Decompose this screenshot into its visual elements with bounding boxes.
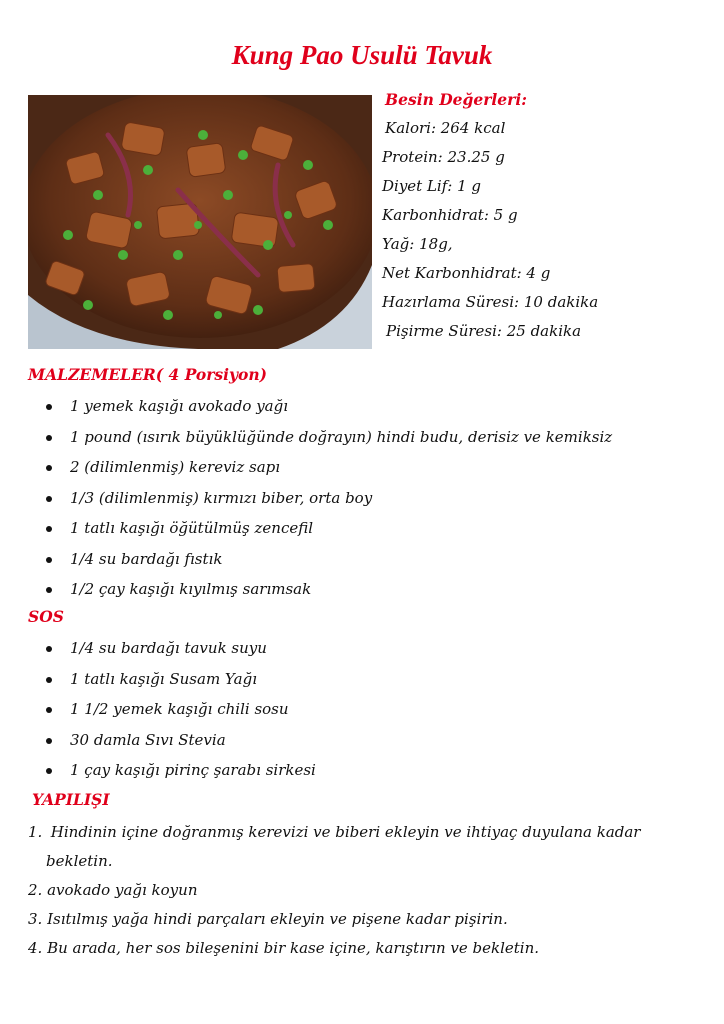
list-item: 1 tatlı kaşığı öğütülmüş zencefil [46, 518, 612, 549]
ingredients-heading: MALZEMELER( 4 Porsiyon) [28, 365, 267, 384]
step-number: 3. [28, 910, 43, 928]
list-item: 1/3 (dilimlenmiş) kırmızı biber, orta boy [46, 488, 612, 519]
sauce-heading: SOS [28, 607, 64, 626]
list-item: 1 pound (ısırık büyüklüğünde doğrayın) hindi budu, derisiz ve kemiksiz [46, 427, 612, 458]
list-item: 1 1/2 yemek kaşığı chili sosu [46, 699, 316, 730]
dish-photo-illustration [28, 95, 372, 349]
nutrition-carbs: Karbonhidrat: 5 g [382, 206, 518, 224]
list-item: 1 tatlı kaşığı Susam Yağı [46, 669, 316, 700]
step-item [28, 905, 680, 934]
nutrition-heading: Besin Değerleri: [385, 90, 527, 109]
nutrition-net-carbs: Net Karbonhidrat: 4 g [382, 264, 551, 282]
nutrition-cook-time: Pişirme Süresi: 25 dakika [386, 322, 582, 340]
sauce-list [46, 638, 316, 791]
nutrition-protein: Protein: 23.25 g [382, 148, 505, 166]
dish-photo [28, 95, 372, 349]
step-text: avokado yağı koyun [47, 881, 198, 899]
nutrition-fiber: Diyet Lif: 1 g [382, 177, 482, 195]
nutrition-fat: Yağ: 18g, [382, 235, 453, 253]
list-item: 1/4 su bardağı tavuk suyu [46, 638, 316, 669]
step-number: 4. [28, 939, 43, 957]
list-item: 1 çay kaşığı pirinç şarabı sirkesi [46, 760, 316, 791]
method-heading: YAPILIŞI [32, 790, 110, 809]
ingredients-list [46, 396, 612, 610]
step-item [28, 818, 680, 847]
recipe-title: Kung Pao Usulü Tavuk [231, 40, 493, 70]
step-number: 1. [28, 823, 43, 841]
list-item: 30 damla Sıvı Stevia [46, 730, 316, 761]
step-text: Bu arada, her sos bileşenini bir kase içine, karıştırın ve bekletin. [47, 939, 540, 957]
step-continuation: bekletin. [46, 852, 113, 870]
nutrition-panel [382, 90, 712, 351]
step-text: Hindinin içine doğranmış kerevizi ve biberi ekleyin ve ihtiyaç duyulana kadar [50, 823, 641, 841]
nutrition-prep-time: Hazırlama Süresi: 10 dakika [382, 293, 599, 311]
method-steps [28, 818, 680, 963]
list-item: 1/2 çay kaşığı kıyılmış sarımsak [46, 579, 612, 610]
nutrition-calories: Kalori: 264 kcal [385, 119, 506, 137]
step-item [28, 934, 680, 963]
step-text: Isıtılmış yağa hindi parçaları ekleyin ve pişene kadar pişirin. [47, 910, 508, 928]
step-number: 2. [28, 881, 43, 899]
list-item: 1/4 su bardağı fıstık [46, 549, 612, 580]
step-item [28, 876, 680, 905]
list-item: 1 yemek kaşığı avokado yağı [46, 396, 612, 427]
list-item: 2 (dilimlenmiş) kereviz sapı [46, 457, 612, 488]
